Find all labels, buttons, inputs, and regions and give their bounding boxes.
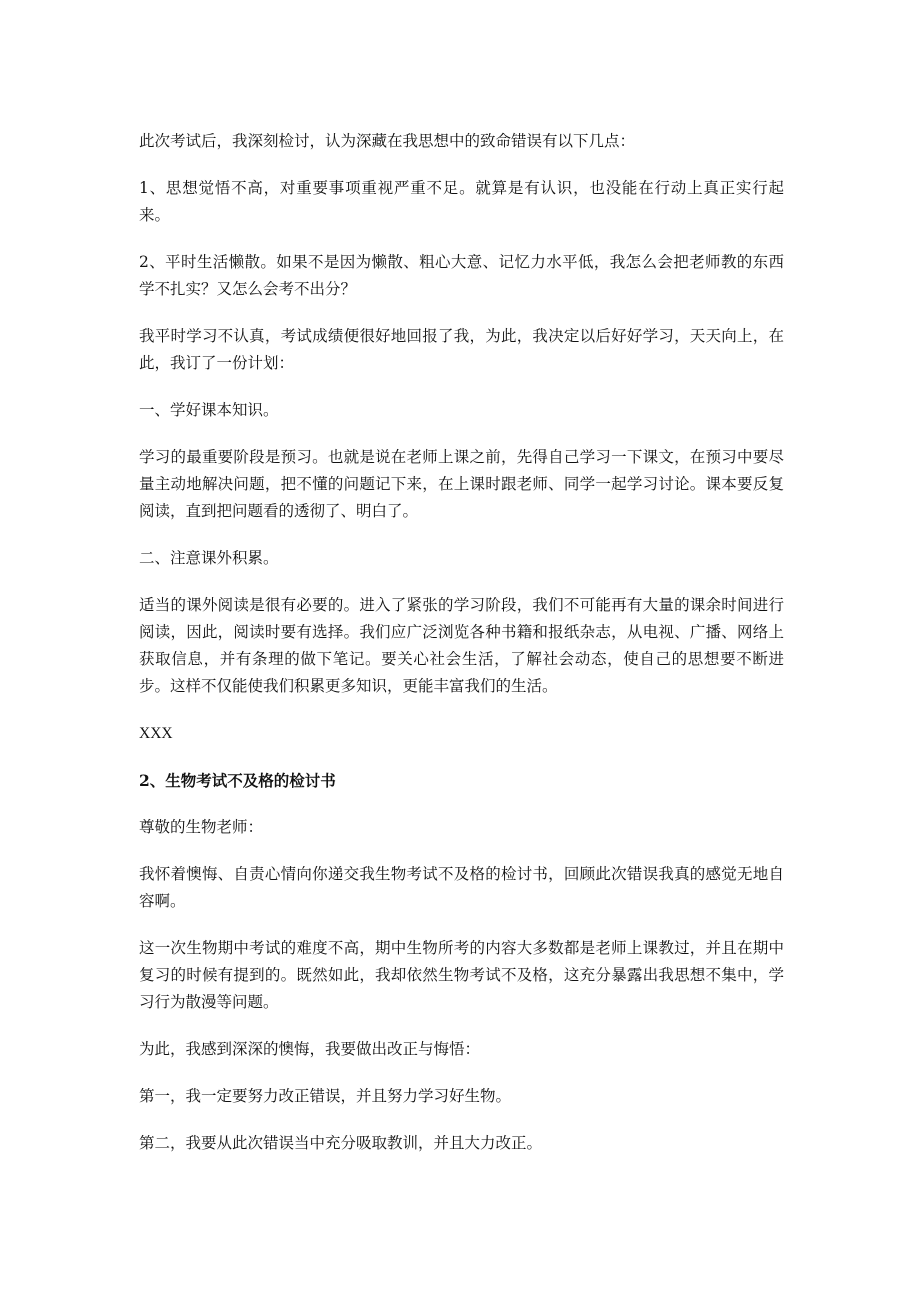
paragraph-resolve: 为此，我感到深深的懊悔，我要做出改正与悔悟： [139,1040,481,1058]
section-heading-1: 一、学好课本知识。 [139,401,279,419]
section-heading-2: 二、注意课外积累。 [139,549,279,567]
article-title: 2、生物考试不及格的检讨书 [139,771,336,790]
paragraph-reading: 适当的课外阅读是很有必要的。进入了紧张的学习阶段，我们不可能再有大量的课余时间进行阅读，因此，阅读时要有选择。我们应广泛浏览各种书籍和报纸杂志，从电视、广播、网络上获取信息，并有条理的做下笔记。要关心社会生活，了解社会动态，使自己的思想要不断进步。这样不仅能使我们积累更多知识，更能丰富我们的生活。 [139,596,784,695]
document-body [139,128,784,1177]
salutation: 尊敬的生物老师： [139,818,264,836]
paragraph-regret: 我怀着懊悔、自责心情向你递交我生物考试不及格的检讨书，回顾此次错误我真的感觉无地自容啊。 [139,865,784,910]
paragraph-exam: 这一次生物期中考试的难度不高，期中生物所考的内容大多数都是老师上课教过，并且在期中复习的时候有提到的。既然如此，我却依然生物考试不及格，这充分暴露出我思想不集中，学习行为散漫等问题。 [139,939,784,1011]
paragraph-point-1: 1、思想觉悟不高，对重要事项重视严重不足。就算是有认识，也没能在行动上真正实行起来。 [139,179,784,224]
paragraph-intro: 此次考试后，我深刻检讨，认为深藏在我思想中的致命错误有以下几点： [139,132,636,150]
signature: XXX [139,725,173,742]
paragraph-point-2: 2、平时生活懒散。如果不是因为懒散、粗心大意、记忆力水平低，我怎么会把老师教的东西学不扎实？又怎么会考不出分？ [139,253,784,298]
paragraph-first: 第一，我一定要努力改正错误，并且努力学习好生物。 [139,1087,512,1105]
paragraph-plan-intro: 我平时学习不认真，考试成绩便很好地回报了我，为此，我决定以后好好学习，天天向上，在此，我订了一份计划： [139,327,784,372]
paragraph-preview: 学习的最重要阶段是预习。也就是说在老师上课之前，先得自己学习一下课文，在预习中要尽量主动地解决问题，把不懂的问题记下来，在上课时跟老师、同学一起学习讨论。课本要反复阅读，直到把问题看的透彻了、明白了。 [139,448,784,520]
paragraph-second: 第二，我要从此次错误当中充分吸取教训，并且大力改正。 [139,1134,543,1152]
